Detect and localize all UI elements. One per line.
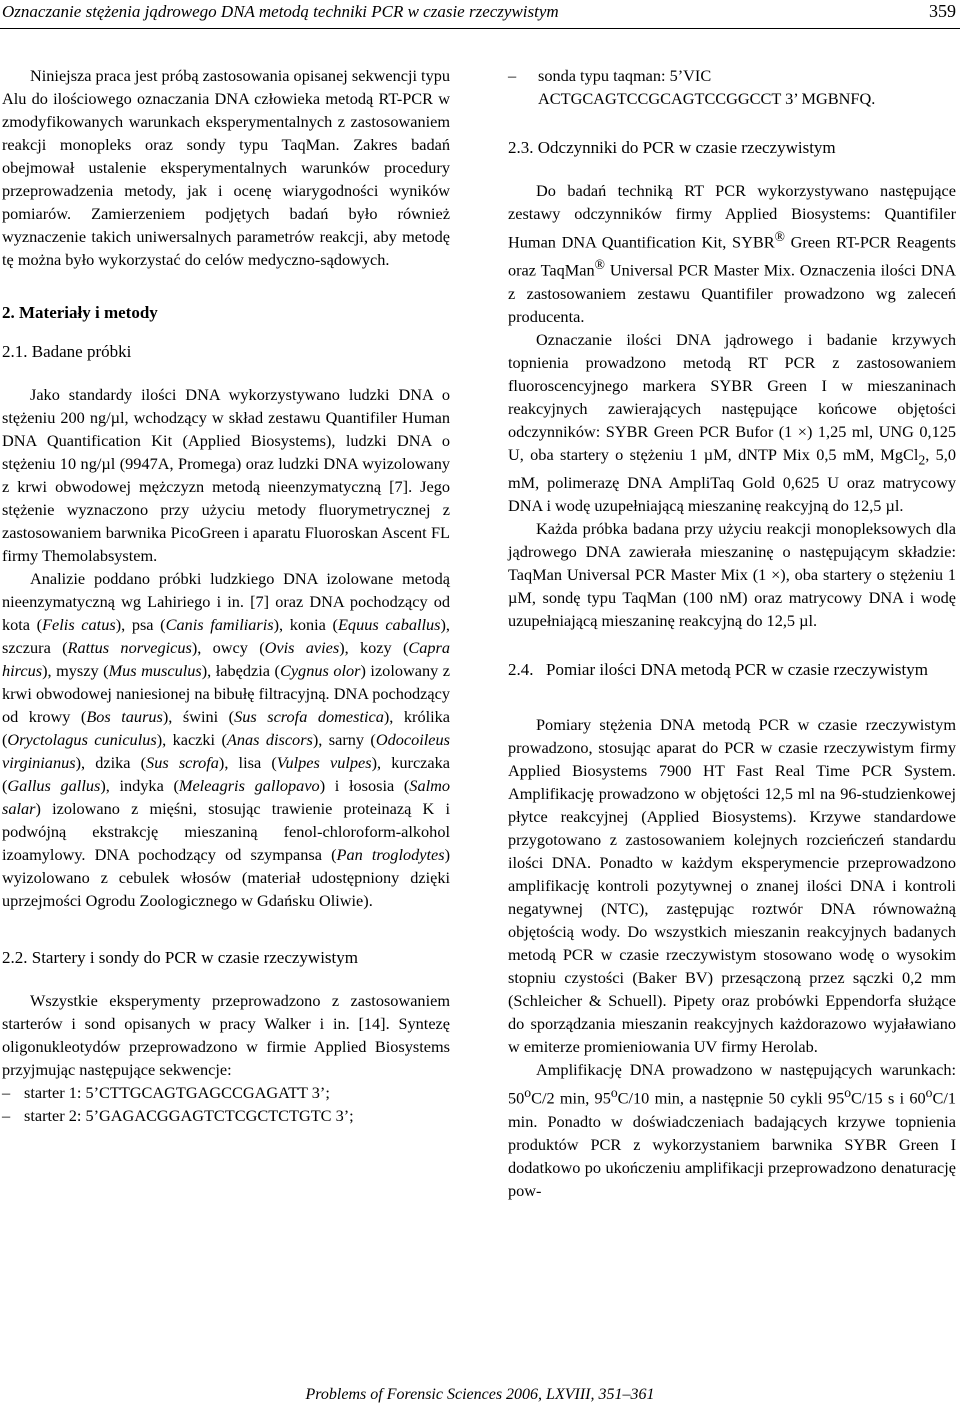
species-name: Bos taurus <box>86 707 163 726</box>
text-run: ), królika ( <box>2 707 450 749</box>
text-run: Analizie poddano próbki ludzkiego DNA izolowane metodą nieenzymatyczną wg Lahiriego i in. [7] oraz DNA pochodzący od kota ( <box>2 569 450 634</box>
text-run: ) wyizolowano z cebulek włosów (materiał udostępniony dzięki uprzejmości Ogrodu Zoologicznego w Gdańsku Oliwie). <box>2 845 450 910</box>
species-name: Canis familiaris <box>165 615 274 634</box>
species-name: Equus caballus <box>337 615 441 634</box>
text-run: ), indyka ( <box>100 776 179 795</box>
sequence-starter-1: starter 1: 5’CTTGCAGTGAGCCGAGATT 3’; <box>24 1083 330 1102</box>
text-run: ), konia ( <box>273 615 338 634</box>
species-name: Anas discors <box>226 730 313 749</box>
text-run: ), kurczaka ( <box>2 753 450 795</box>
list-item: – starter 2: 5’GAGACGGAGTCTCGCTCTGTC 3’; <box>2 1106 354 1125</box>
list-item: – starter 1: 5’CTTGCAGTGAGCCGAGATT 3’; <box>2 1083 330 1102</box>
list-item: – sonda typu taqman: 5’VIC ACTGCAGTCCGCAGTCCGGCCT 3’ MGBNFQ. <box>508 66 876 108</box>
text-run: ), świni ( <box>162 707 235 726</box>
degree-o: o <box>925 1085 933 1101</box>
sequence-starter-2: starter 2: 5’GAGACGGAGTCTCGCTCTGTC 3’; <box>24 1106 354 1125</box>
sequence-list-left <box>2 1081 450 1127</box>
species-name: Sus scrofa <box>146 753 219 772</box>
text-run: ), kozy ( <box>339 638 409 657</box>
section-2-4-number: 2.4. <box>508 660 534 680</box>
section-2-1-paragraph-1: Jako standardy ilości DNA wykorzystywano ludzki DNA o stężeniu 200 ng/µl, wchodzący w skład zestawu Quantifiler Human DNA Quantification Kit (Applied Biosystems), ludzki DNA o stężeniu 10 ng/µl (9947A, Promega) oraz ludzki DNA wyizolowany z krwi obwodowej mężczyzn metodą nieenzymatyczną [7]. Jego stężenie wyznaczono przy użyciu metody fluorymetrycznej z zastosowaniem barwnika PicoGreen i aparatu Fluoroskan Ascent FL firmy Themolabsystem. <box>2 385 450 565</box>
species-name: Mus musculus <box>108 661 202 680</box>
species-name: Oryctolagus cuniculus <box>7 730 157 749</box>
text-run: ) izolowano z mięśni, stosując trawienie proteinazą K i podwójną ekstrakcję mieszaniną fenol-chloroform-alkohol izoamylowy. DNA pochodzący od szympansa ( <box>2 799 450 864</box>
species-name: Sus scrofa domestica <box>234 707 384 726</box>
text-run: ) i łososia ( <box>319 776 410 795</box>
section-2-3-paragraph-2: Oznaczanie ilości DNA jądrowego i badanie krzywych topnienia prowadzono metodą RT PCR z zastosowaniem fluoroscencyjnego markera SYBR Green I w mieszaninach reakcyjnych zawierających następujące końcowe objętości odczynników: SYBR Green PCR Bufor (1 ×) 1,25 ml, UNG 0,125 U, oba startery o stężeniu 1 µM, dNTP Mix 0,5 mM, MgCl$_2$, 5,0 mM, polimerazę DNA AmpliTaq Gold 0,625 U oraz matrycowy DNA i wodę uzupełniającą mieszaninę reakcyjną do 12,5 µl. <box>508 329 956 516</box>
header-rule <box>0 28 960 29</box>
species-name: Salmo salar <box>2 776 450 818</box>
sequence-probe: sonda typu taqman: 5’VIC ACTGCAGTCCGCAGTCCGGCCT 3’ MGBNFQ. <box>538 66 876 108</box>
species-name: Vulpes vulpes <box>276 753 372 772</box>
species-name: Capra hircus <box>2 638 451 680</box>
degree-o: o <box>610 1085 618 1101</box>
species-name: Odocoileus virginianus <box>2 730 450 772</box>
species-name: Rattus norvegicus <box>67 638 192 657</box>
text-run: ) izolowany z krwi obwodowej naniesionej na bibułę filtracyjną. DNA pochodzący od krowy ( <box>2 661 451 726</box>
section-2-4-paragraph-1: Pomiary stężenia DNA metodą PCR w czasie rzeczywistym prowadzono, stosując aparat do PCR w czasie rzeczywistym firmy Applied Biosystems 7900 HT Fast Real Time PCR System. Amplifikację prowadzono w objętości 12,5 ml na 96-studzienkowej płytce reakcyjnej (Applied Biosystems). Krzywe standardowe przygotowano z zastosowaniem kolejnych rozcieńczeń standardu ilości DNA. Ponadto w każdym eksperymencie przeprowadzono amplifikację kontroli pozytywnej o znanej ilości DNA i kontroli negatywnej (NTC), zastępując roztwór DNA równoważną objętością wody. Do wszystkich mieszanin reakcyjnych badanych metodą PCR w czasie rzeczywistym stosowano wodę o wysokim stopniu czystości (Baker BV) przesączoną przez sączki 0,2 mm (Schleicher & Schuell). Pipety oraz probówki Eppendorfa służące do sporządzania mieszanin reakcyjnych każdorazowo wyjaławiano w emiterze promieniowania UV firmy Herolab. <box>508 715 956 1057</box>
degree-o: o <box>524 1085 532 1101</box>
species-name: Meleagris gallopavo <box>178 776 320 795</box>
species-name: Cygnus olor <box>279 661 361 680</box>
species-name: Pan troglodytes <box>336 845 445 864</box>
text-run: ), owcy ( <box>191 638 265 657</box>
registered-mark: ® <box>594 257 605 273</box>
section-2-heading: 2. Materiały i metody <box>2 303 158 322</box>
section-2-4-paragraph-2: Amplifikację DNA prowadzono w następujących warunkach: 50$^o$C/2 min, 95$^o$C/10 min, a następnie 50 cykli 95$^o$C/15 s i 60$^o$C/1 min. Ponadto w doświadczeniach badających krzywe topnienia produktów PCR z wykorzystaniem barwnika SYBR Green I dodatkowo po ukończeniu amplifikacji przeprowadzono denaturację pow- <box>508 1060 956 1200</box>
text-run: ), szczura ( <box>2 615 451 657</box>
right-column <box>508 64 956 1202</box>
text-run: ), psa ( <box>115 615 166 634</box>
section-2-1-paragraph-2 <box>2 567 450 912</box>
running-header <box>0 0 960 32</box>
left-column <box>2 64 450 1127</box>
page-number: 359 <box>929 1 956 21</box>
species-name: Ovis avies <box>264 638 340 657</box>
subscript-2: 2 <box>918 452 926 468</box>
section-2-4-heading <box>508 658 956 681</box>
intro-paragraph: Niniejsza praca jest próbą zastosowania opisanej sekwencji typu Alu do ilościowego oznaczania DNA człowieka metodą RT-PCR w zmodyfikowanych warunkach eksperymentalnych z zastosowaniem reakcji monopleks oraz sondy typu TaqMan. Zakres badań obejmował ustalenie eksperymentalnych warunków procedury przeprowadzenia metody, jak i ocenę wiarygodności wyników pomiarów. Zamierzeniem podjętych badań było również wyznaczenie takich uniwersalnych parametrów reakcji, aby metodę tę można było wykorzystać do celów medyczno-sądowych. <box>2 66 451 269</box>
text-run: ), łabędzia ( <box>201 661 280 680</box>
section-2-3-paragraph-1: Do badań techniką RT PCR wykorzystywano następujące zestawy odczynników firmy Applied Biosystems: Quantifiler Human DNA Quantification Kit, SYBR® Green RT-PCR Reagents oraz TaqMan® Universal PCR Master Mix. Oznaczenia ilości DNA z zastosowaniem zestawu Quantifiler prowadzono wg zaleceń producenta. <box>508 181 957 326</box>
species-name: Gallus gallus <box>7 776 101 795</box>
footer-citation: Problems of Forensic Sciences 2006, LXVIII, 351–361 <box>305 1386 655 1403</box>
text-run: ), sarny ( <box>312 730 376 749</box>
section-2-4-title: Pomiar ilości DNA metodą PCR w czasie rzeczywistym <box>546 660 928 680</box>
species-name: Felis catus <box>42 615 116 634</box>
section-2-3-paragraph-3: Każda próbka badana przy użyciu reakcji monopleksowych dla jądrowego DNA zawierała mieszaninę o następującym składzie: TaqMan Universal PCR Master Mix (1 ×), oba startery o stężeniu 1 µM, sondę typu TaqMan (100 nM) oraz matrycowy DNA i wodę uzupełniającą mieszaninę reakcyjną do 12,5 µl. <box>508 519 956 631</box>
text-run: ), kaczki ( <box>156 730 227 749</box>
section-2-3-heading: 2.3. Odczynniki do PCR w czasie rzeczywistym <box>508 138 836 157</box>
registered-mark: ® <box>774 229 785 244</box>
text-run: ), myszy ( <box>42 661 109 680</box>
sequence-list-right <box>508 64 956 110</box>
running-title: Oznaczanie stężenia jądrowego DNA metodą techniki PCR w czasie rzeczywistym <box>2 2 559 21</box>
section-2-1-heading: 2.1. Badane próbki <box>2 342 132 361</box>
text-run: ), lisa ( <box>218 753 277 772</box>
section-2-2-paragraph-1: Wszystkie eksperymenty przeprowadzono z zastosowaniem starterów i sond opisanych w pracy Walker i in. [14]. Syntezę oligonukleotydów przeprowadzono w firmie Applied Biosystems przyjmując następujące sekwencje: <box>2 991 450 1079</box>
degree-o: o <box>844 1085 852 1101</box>
text-run: ), dzika ( <box>75 753 147 772</box>
section-2-2-heading: 2.2. Startery i sondy do PCR w czasie rzeczywistym <box>2 948 358 967</box>
